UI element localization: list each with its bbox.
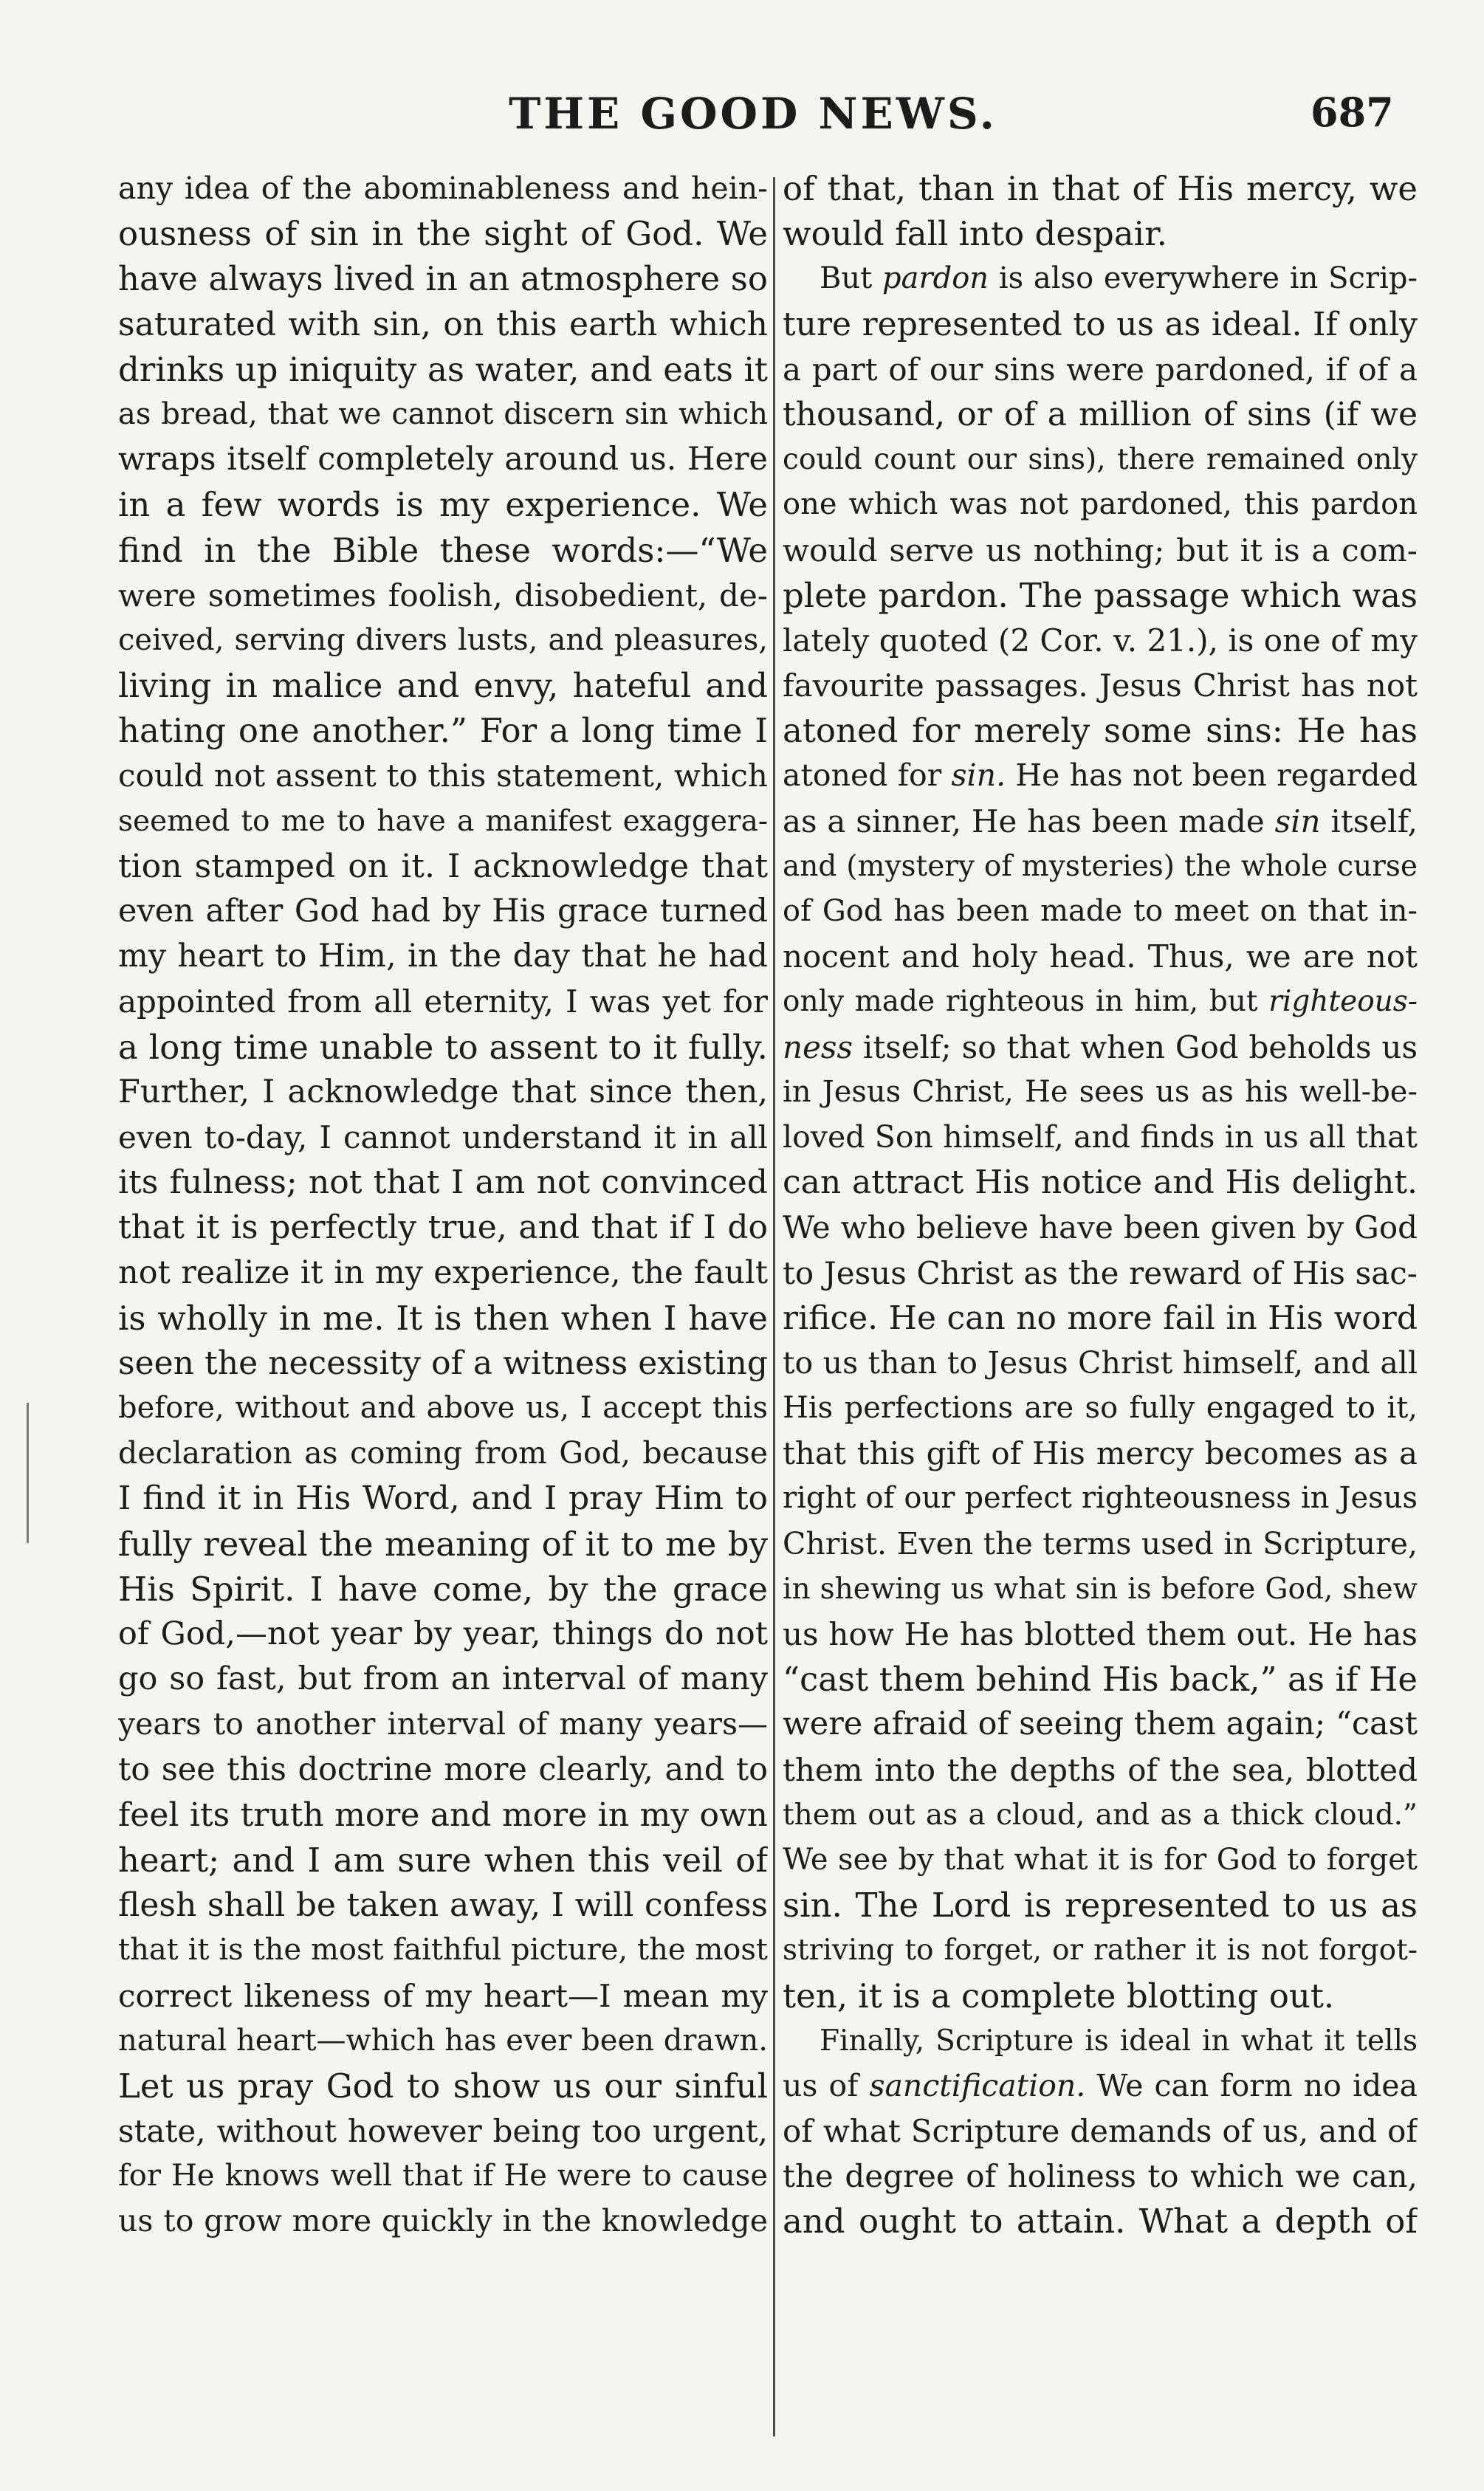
right-column (783, 166, 1418, 2244)
text-line: ceived, serving divers lusts, and pleasures, (118, 622, 768, 657)
text-line: before, without and above us, I accept this (118, 1391, 768, 1426)
margin-mark (27, 1403, 29, 1543)
text-line: seen the necessity of a witness existing (118, 1344, 768, 1382)
text-line: go so fast, but from an interval of many (118, 1660, 768, 1698)
text-line: in a few words is my experience. We (118, 485, 768, 525)
text-line: hating one another.” For a long time I (118, 711, 768, 751)
text-line: tion stamped on it. I acknowledge that (118, 847, 768, 885)
text-line: even after God had by His grace turned (118, 893, 768, 930)
text-line: saturated with sin, on this earth which (118, 305, 768, 343)
text-line: But pardon is also everywhere in Scrip- (820, 261, 1418, 296)
text-line: us of sanctification. We can form no idea (783, 2067, 1418, 2103)
text-line: us to grow more quickly in the knowledge (118, 2203, 768, 2239)
text-line: one which was not pardoned, this pardon (783, 487, 1418, 522)
text-line: of God,—not year by year, things do not (118, 1615, 768, 1652)
text-line: state, without however being too urgent, (118, 2113, 768, 2150)
text-line: feel its truth more and more in my own (118, 1796, 768, 1834)
text-line: that this gift of His mercy becomes as a (783, 1435, 1418, 1472)
text-line: to see this doctrine more clearly, and to (118, 1750, 768, 1788)
text-line: ness itself; so that when God beholds us (783, 1028, 1418, 1065)
text-line: only made righteous in him, but righteous- (783, 985, 1418, 1019)
text-line: even to-day, I cannot understand it in all (118, 1119, 768, 1155)
text-line: for He knows well that if He were to cause (118, 2159, 768, 2193)
text-line: could not assent to this statement, which (118, 757, 768, 794)
text-line: ousness of sin in the sight of God. We (118, 214, 768, 254)
text-line: would fall into despair. (783, 214, 1167, 254)
left-column (118, 166, 768, 2244)
page-header (0, 89, 1484, 148)
text-line: ture represented to us as ideal. If only (783, 305, 1418, 343)
text-line: right of our perfect righteousness in Jesus (783, 1481, 1418, 1516)
text-line: drinks up iniquity as water, and eats it (118, 349, 768, 389)
text-line: flesh shall be taken away, I will confess (118, 1886, 768, 1925)
page-number: 687 (1310, 89, 1394, 136)
text-line: Further, I acknowledge that since then, (118, 1073, 768, 1110)
text-line: my heart to Him, in the day that he had (118, 938, 768, 975)
text-line: were afraid of seeing them again; “cast (783, 1705, 1418, 1743)
text-line: in shewing us what sin is before God, shew (783, 1572, 1418, 1606)
text-line: living in malice and envy, hateful and (118, 666, 768, 706)
text-line: and (mystery of mysteries) the whole curse (783, 849, 1418, 883)
text-line: could count our sins), there remained only (783, 443, 1418, 477)
text-line: ten, it is a complete blotting out. (783, 1976, 1335, 2016)
text-line: to Jesus Christ as the reward of His sac- (783, 1254, 1418, 1291)
text-line: to us than to Jesus Christ himself, and all (783, 1344, 1418, 1381)
text-line: appointed from all eternity, I was yet for (118, 983, 768, 1020)
text-line: its fulness; not that I am not convinced (118, 1164, 768, 1202)
text-line: any idea of the abominableness and hein- (118, 171, 768, 206)
text-line: His perfections are so fully engaged to it, (783, 1391, 1418, 1426)
text-line: a part of our sins were pardoned, if of a (783, 351, 1418, 388)
text-line: fully reveal the meaning of it to me by (118, 1524, 768, 1564)
text-line: favourite passages. Jesus Christ has not (783, 667, 1418, 704)
text-line: sin. The Lord is represented to us as (783, 1886, 1418, 1925)
text-line: can attract His notice and His delight. (783, 1164, 1418, 1202)
text-line: lately quoted (2 Cor. v. 21.), is one of my (783, 622, 1418, 659)
text-line: would serve us nothing; but it is a com- (783, 532, 1418, 568)
text-line: nocent and holy head. Thus, we are not (783, 938, 1418, 975)
text-line: We see by that what it is for God to forget (783, 1842, 1418, 1877)
text-line: them into the depths of the sea, blotted (783, 1751, 1418, 1788)
text-line: that it is perfectly true, and that if I do (118, 1209, 768, 1247)
text-line: and ought to attain. What a depth of (783, 2202, 1418, 2241)
text-line: plete pardon. The passage which was (783, 575, 1418, 615)
text-line: thousand, or of a million of sins (if we (783, 395, 1418, 433)
text-line: as a sinner, He has been made sin itself, (783, 803, 1418, 839)
text-line: the degree of holiness to which we can, (783, 2158, 1418, 2195)
text-line: that it is the most faithful picture, the most (118, 1933, 768, 1968)
text-line: I find it in His Word, and I pray Him to (118, 1480, 768, 1518)
text-line: were sometimes foolish, disobedient, de- (118, 577, 768, 614)
text-line: a long time unable to assent to it fully. (118, 1027, 768, 1067)
text-line: in Jesus Christ, He sees us as his well-be- (783, 1074, 1418, 1109)
text-line: striving to forget, or rather it is not forgot- (783, 1934, 1418, 1968)
column-divider (773, 177, 775, 2436)
text-line: of what Scripture demands of us, and of (783, 2113, 1418, 2150)
text-line: declaration as coming from God, because (118, 1435, 768, 1471)
text-line: wraps itself completely around us. Here (118, 441, 768, 478)
text-line: have always lived in an atmosphere so (118, 259, 768, 299)
text-line: of that, than in that of His mercy, we (783, 169, 1418, 208)
text-line: rifice. He can no more fail in His word (783, 1299, 1418, 1337)
running-title: THE GOOD NEWS. (509, 89, 997, 139)
text-line: His Spirit. I have come, by the grace (118, 1569, 768, 1609)
text-line: natural heart—which has ever been drawn. (118, 2023, 768, 2058)
text-line: as bread, that we cannot discern sin which (118, 396, 768, 431)
text-line: us how He has blotted them out. He has (783, 1616, 1418, 1652)
text-line: of God has been made to meet on that in- (783, 894, 1418, 928)
text-line: is wholly in me. It is then when I have (118, 1298, 768, 1338)
text-line: years to another interval of many years— (118, 1706, 768, 1742)
text-line: Christ. Even the terms used in Scripture, (783, 1525, 1418, 1561)
text-line: find in the Bible these words:—“We (118, 530, 768, 570)
text-line: Let us pray God to show us our sinful (118, 2066, 768, 2106)
text-line: We who believe have been given by God (783, 1209, 1418, 1246)
text-line: atoned for sin. He has not been regarded (783, 757, 1418, 794)
text-line: heart; and I am sure when this veil of (118, 1840, 768, 1880)
text-line: “cast them behind His back,” as if He (783, 1660, 1418, 1700)
text-line: seemed to me to have a manifest exaggera- (118, 804, 768, 838)
text-line: them out as a cloud, and as a thick cloud.” (783, 1798, 1418, 1832)
text-line: not realize it in my experience, the fault (118, 1254, 768, 1291)
text-line: loved Son himself, and finds in us all that (783, 1119, 1418, 1155)
text-line: correct likeness of my heart—I mean my (118, 1977, 768, 2014)
text-line: Finally, Scripture is ideal in what it tells (820, 2024, 1418, 2058)
text-line: atoned for merely some sins: He has (783, 711, 1418, 751)
